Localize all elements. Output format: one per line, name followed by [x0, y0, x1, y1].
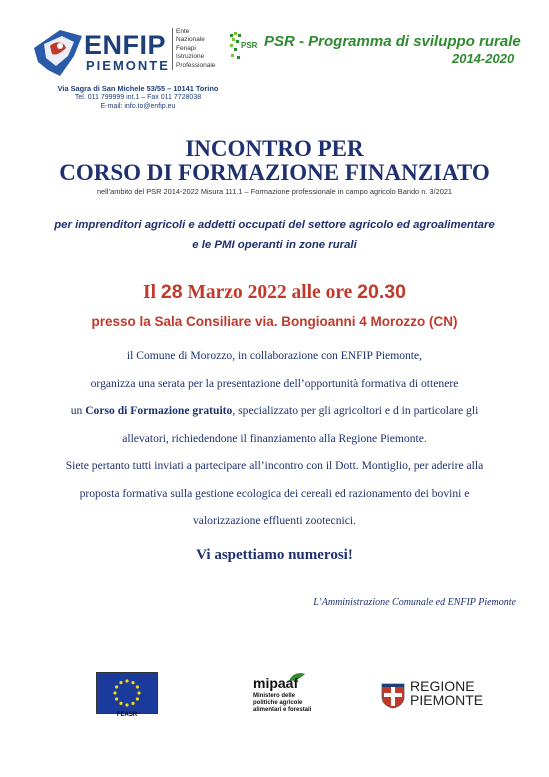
signature: L’Amministrazione Comunale ed ENFIP Piemonte	[313, 597, 516, 608]
closing-line: Vi aspettiamo numerosi!	[196, 547, 353, 563]
enfip-name: ENFIP	[84, 30, 167, 60]
body-line-5: Siete pertanto tutti inviati a partecipare all’incontro con il Dott. Montiglio, per aderire alla	[65, 459, 484, 472]
title-line-2: CORSO DI FORMAZIONE FINANZIATO	[59, 160, 490, 185]
enfip-address	[30, 84, 246, 112]
eu-caption: FEASR	[116, 712, 138, 718]
mipaaf-logo: mipaaf	[253, 675, 299, 691]
target-line-1: per imprenditori agricoli e addetti occupati del settore agricolo ed agroalimentare	[54, 219, 495, 231]
body-line-3: un Corso di Formazione gratuito, specializzato per gli agricoltori e d in particolare gli	[70, 404, 479, 417]
regione-piemonte-shield-icon	[381, 683, 405, 709]
target-line-2: e le PMI operanti in zone rurali	[192, 239, 357, 251]
program-subnote: nell’ambito del PSR 2014-2022 Misura 111.1 – Formazione professionale in campo agricolo Bando n. 3/2021	[96, 187, 453, 196]
phone-line: Tel. 011 799999 int.1 – Fax 011 7728038	[74, 94, 202, 102]
body-line-6: proposta formativa sulla gestione ecologica dei cereali ed razionamento dei bovini e	[79, 487, 470, 500]
svg-text:PSR: PSR	[241, 41, 258, 50]
regione-piemonte-text: REGIONE PIEMONTE	[410, 678, 484, 708]
email-line: E-mail: info.to@enfip.eu	[100, 103, 176, 111]
body-line-7: valorizzazione effluenti zootecnici.	[193, 514, 356, 527]
address-line: Via Sagra di San Michele 53/55 – 10141 Torino	[57, 84, 219, 93]
mipaaf-caption: Ministero delle politiche agricole alimentari e forestali	[253, 693, 312, 714]
event-place: presso la Sala Consiliare via. Bongioanni 4 Morozzo (CN)	[91, 314, 458, 329]
body-line-2: organizza una serata per la presentazione dell’opportunità formativa di ottenere	[90, 377, 459, 390]
enfip-logo-icon	[30, 26, 86, 80]
psr-title: PSR - Programma di sviluppo rurale	[264, 33, 521, 50]
enfip-region: PIEMONTE	[86, 58, 170, 73]
eu-flag-icon	[96, 672, 158, 714]
psr-years: 2014-2020	[452, 51, 515, 66]
psr-logo-icon	[228, 30, 258, 62]
enfip-subtitle: Ente Nazionale Fenapi Istruzione Professionale	[172, 28, 215, 70]
event-date: Il 28 Marzo 2022 alle ore 20.30	[143, 281, 406, 303]
title-line-1: INCONTRO PER	[185, 136, 364, 161]
body-line-4: allevatori, richiedendone il finanziamento alla Regione Piemonte.	[122, 432, 427, 445]
body-line-1: il Comune di Morozzo, in collaborazione con ENFIP Piemonte,	[126, 349, 423, 362]
